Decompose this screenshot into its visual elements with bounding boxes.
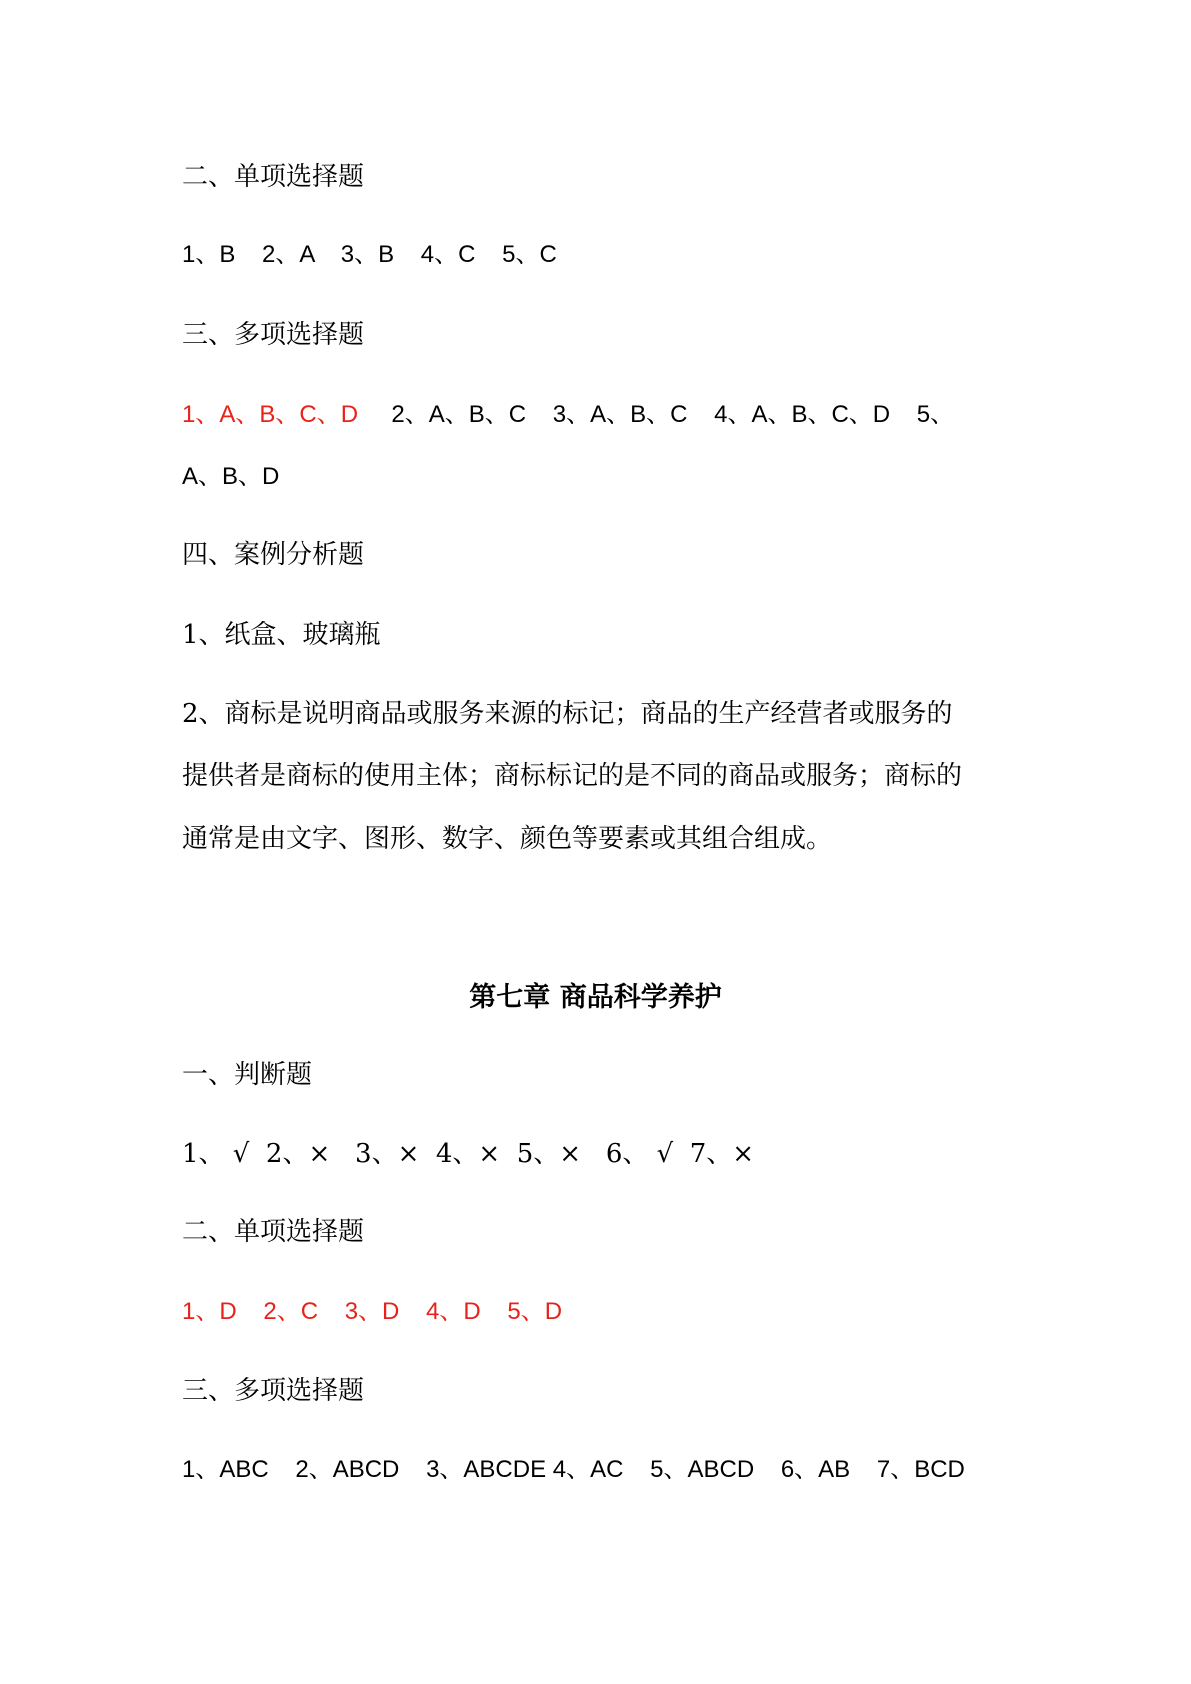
case-answer-1: 1、纸盒、玻璃瓶 — [182, 620, 381, 650]
answers-true-false: 1、 √ 2、× 3、× 4、× 5、× 6、 √ 7、× — [182, 1139, 755, 1169]
section-heading-single-choice-ch7: 二、单项选择题 — [182, 1217, 365, 1247]
section-heading-case-analysis: 四、案例分析题 — [182, 540, 365, 570]
section-heading-single-choice: 二、单项选择题 — [182, 162, 365, 192]
answers-single-choice: 1、B 2、A 3、B 4、C 5、C — [182, 241, 557, 268]
case-answer-2-line-2: 提供者是商标的使用主体；商标标记的是不同的商品或服务；商标的 — [182, 761, 963, 791]
answers-multiple-choice-rest: 2、A、B、C 3、A、B、C 4、A、B、C、D 5、 — [358, 401, 955, 428]
answers-multiple-choice-ch7: 1、ABC 2、ABCD 3、ABCDE 4、AC 5、ABCD 6、AB 7、BCD — [182, 1456, 965, 1483]
chapter-title: 第七章 商品科学养护 — [469, 982, 722, 1013]
case-answer-2-line-3: 通常是由文字、图形、数字、颜色等要素或其组合组成。 — [182, 824, 833, 854]
section-heading-true-false: 一、判断题 — [182, 1060, 313, 1090]
highlighted-answer: 1、A、B、C、D — [182, 401, 359, 428]
answers-multiple-choice-continued: A、B、D — [182, 463, 280, 490]
answers-single-choice-ch7: 1、D 2、C 3、D 4、D 5、D — [182, 1298, 563, 1325]
section-heading-multiple-choice-ch7: 三、多项选择题 — [182, 1376, 365, 1406]
case-answer-2-line-1: 2、商标是说明商品或服务来源的标记；商品的生产经营者或服务的 — [182, 699, 953, 729]
section-heading-multiple-choice: 三、多项选择题 — [182, 320, 365, 350]
answers-multiple-choice — [182, 398, 954, 432]
